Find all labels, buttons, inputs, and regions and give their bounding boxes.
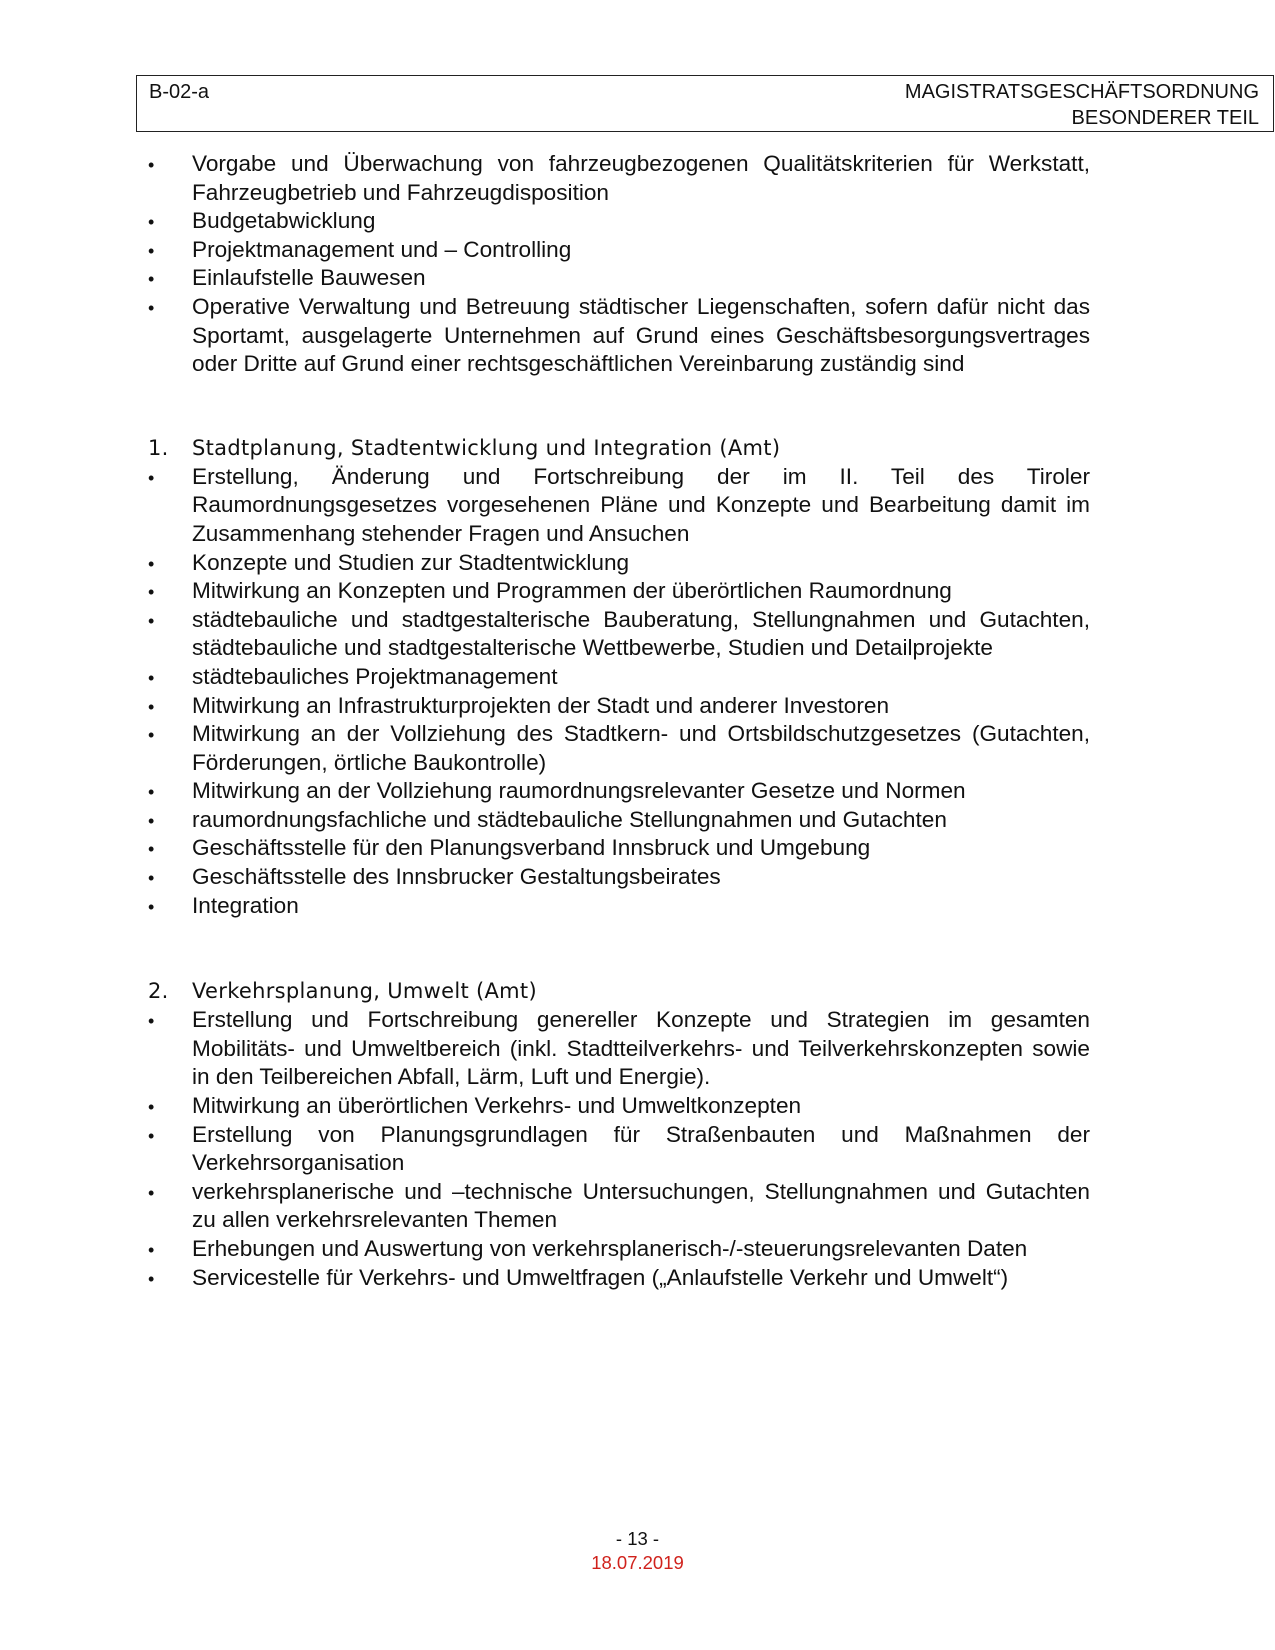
list-item — [148, 1092, 1090, 1121]
list-item-text: Erstellung, Änderung und Fortschreibung der im II. Teil des Tiroler Raumordnungsgesetzes vorgesehenen Pläne und Konzepte und Bearbeitung damit im Zusammenhang stehender Fragen und Ansuchen — [192, 463, 1090, 546]
section-heading-2 — [148, 976, 1090, 1006]
list-item-text: städtebauliche und stadtgestalterische Bauberatung, Stellungnahmen und Gutachten, städtebauliche und stadtgestalterische Wettbewerbe, Studien und Detailprojekte — [192, 606, 1090, 661]
list-item-text: Mitwirkung an überörtlichen Verkehrs- und Umweltkonzepten — [192, 1093, 802, 1119]
list-item-text: Mitwirkung an Konzepten und Programmen der überörtlichen Raumordnung — [192, 578, 952, 604]
bullet-icon: • — [148, 782, 155, 803]
bullet-icon: • — [148, 467, 155, 488]
bullet-icon: • — [148, 1182, 155, 1203]
bullet-icon: • — [148, 240, 155, 261]
list-item — [148, 577, 1090, 606]
list-item-text: Operative Verwaltung und Betreuung städtischer Liegenschaften, sofern dafür nicht das Sportamt, ausgelagerte Unternehmen auf Grund eines Geschäftsbesorgungsvertrages oder Dritte auf Grund einer rechtsgeschäftlichen Vereinbarung zuständig sind — [192, 293, 1090, 377]
bullet-icon: • — [148, 155, 155, 175]
bullet-icon: • — [148, 1011, 155, 1032]
bullet-icon: • — [148, 1097, 155, 1118]
page-header — [136, 75, 1274, 132]
bullet-icon: • — [148, 610, 155, 631]
list-item-text: Konzepte und Studien zur Stadtentwicklung — [192, 549, 630, 575]
bullet-icon: • — [148, 297, 155, 318]
list-item-text: Geschäftsstelle für den Planungsverband Innsbruck und Umgebung — [192, 835, 871, 861]
list-item-text: städtebauliches Projektmanagement — [192, 663, 558, 689]
list-item — [148, 1006, 1090, 1092]
bullet-icon: • — [148, 269, 155, 290]
bullet-icon: • — [148, 839, 155, 860]
bullet-icon: • — [148, 1268, 155, 1289]
list-item-text: verkehrsplanerische und –technische Untersuchungen, Stellungnahmen und Gutachten zu allen verkehrsrelevanten Themen — [192, 1178, 1090, 1233]
list-item-text: Projektmanagement und – Controlling — [192, 236, 572, 262]
list-item-text: Mitwirkung an der Vollziehung des Stadtkern- und Ortsbildschutzgesetzes (Gutachten, Förderungen, örtliche Baukontrolle) — [192, 721, 1090, 775]
bullet-icon: • — [148, 1240, 155, 1260]
list-item — [148, 720, 1090, 777]
list-item-text: raumordnungsfachliche und städtebauliche Stellungnahmen und Gutachten — [192, 806, 947, 832]
header-title — [905, 79, 1259, 131]
list-item-text: Budgetabwicklung — [192, 208, 376, 234]
header-title-line-2: BESONDERER TEIL — [1071, 107, 1259, 129]
bullet-icon: • — [148, 725, 155, 746]
list-item — [148, 463, 1090, 549]
list-item — [148, 207, 1090, 236]
bullet-icon: • — [148, 212, 155, 233]
bullet-icon: • — [148, 1125, 155, 1146]
list-item — [148, 806, 1090, 835]
bullet-icon: • — [148, 553, 155, 574]
list-item — [148, 1121, 1090, 1178]
document-code: B-02-a — [149, 81, 210, 103]
footer-date: 18.07.2019 — [591, 1552, 684, 1573]
intro-list — [148, 150, 1090, 379]
list-item-text: Mitwirkung an der Vollziehung raumordnungsrelevanter Gesetze und Normen — [192, 778, 966, 804]
list-item-text: Einlaufstelle Bauwesen — [192, 265, 426, 291]
section-title: Verkehrsplanung, Umwelt (Amt) — [192, 979, 537, 1004]
bullet-icon: • — [148, 896, 155, 917]
list-item — [148, 834, 1090, 863]
list-item — [148, 150, 1090, 207]
page-number: - 13 - — [615, 1528, 660, 1549]
list-item — [148, 1264, 1090, 1293]
list-item — [148, 892, 1090, 921]
list-item-text: Geschäftsstelle des Innsbrucker Gestaltungsbeirates — [192, 864, 721, 890]
section-title: Stadtplanung, Stadtentwicklung und Integration (Amt) — [192, 435, 781, 460]
list-item-text: Vorgabe und Überwachung von fahrzeugbezogenen Qualitätskriterien für Werkstatt, Fahrzeugbetrieb und Fahrzeugdisposition — [192, 151, 1090, 205]
header-title-line-1: MAGISTRATSGESCHÄFTSORDNUNG — [904, 81, 1259, 103]
list-item — [148, 1178, 1090, 1235]
list-item-text: Erhebungen und Auswertung von verkehrsplanerisch-/-steuerungsrelevanten Daten — [192, 1236, 1028, 1261]
bullet-icon: • — [148, 696, 155, 717]
list-item — [148, 1235, 1090, 1264]
section-heading-1 — [148, 433, 1090, 463]
list-item — [148, 692, 1090, 721]
list-item — [148, 264, 1090, 293]
list-item-text: Servicestelle für Verkehrs- und Umweltfragen („Anlaufstelle Verkehr und Umwelt“) — [192, 1264, 1009, 1290]
bullet-icon: • — [148, 582, 155, 603]
list-item — [148, 777, 1090, 806]
list-item-text: Integration — [192, 892, 299, 918]
page-footer — [0, 1527, 1275, 1575]
bullet-icon: • — [148, 667, 155, 688]
list-item — [148, 863, 1090, 892]
list-item-text: Mitwirkung an Infrastrukturprojekten der Stadt und anderer Investoren — [192, 692, 890, 718]
section-number: 1. — [148, 435, 169, 460]
list-item-text: Erstellung von Planungsgrundlagen für Straßenbauten und Maßnahmen der Verkehrsorganisation — [192, 1121, 1090, 1176]
section-2-list — [148, 1006, 1090, 1292]
list-item — [148, 606, 1090, 663]
list-item — [148, 663, 1090, 692]
section-1-list — [148, 463, 1090, 921]
bullet-icon: • — [148, 868, 155, 889]
list-item — [148, 549, 1090, 578]
list-item — [148, 293, 1090, 379]
page-content — [148, 150, 1090, 1292]
list-item — [148, 236, 1090, 265]
bullet-icon: • — [148, 810, 155, 831]
list-item-text: Erstellung und Fortschreibung genereller Konzepte und Strategien im gesamten Mobilitäts- und Umweltbereich (inkl. Stadtteilverkehrs- und Teilverkehrskonzepten sowie in den Teilbereichen Abfall, Lärm, Luft und Energie). — [192, 1007, 1090, 1090]
section-number: 2. — [148, 979, 169, 1004]
